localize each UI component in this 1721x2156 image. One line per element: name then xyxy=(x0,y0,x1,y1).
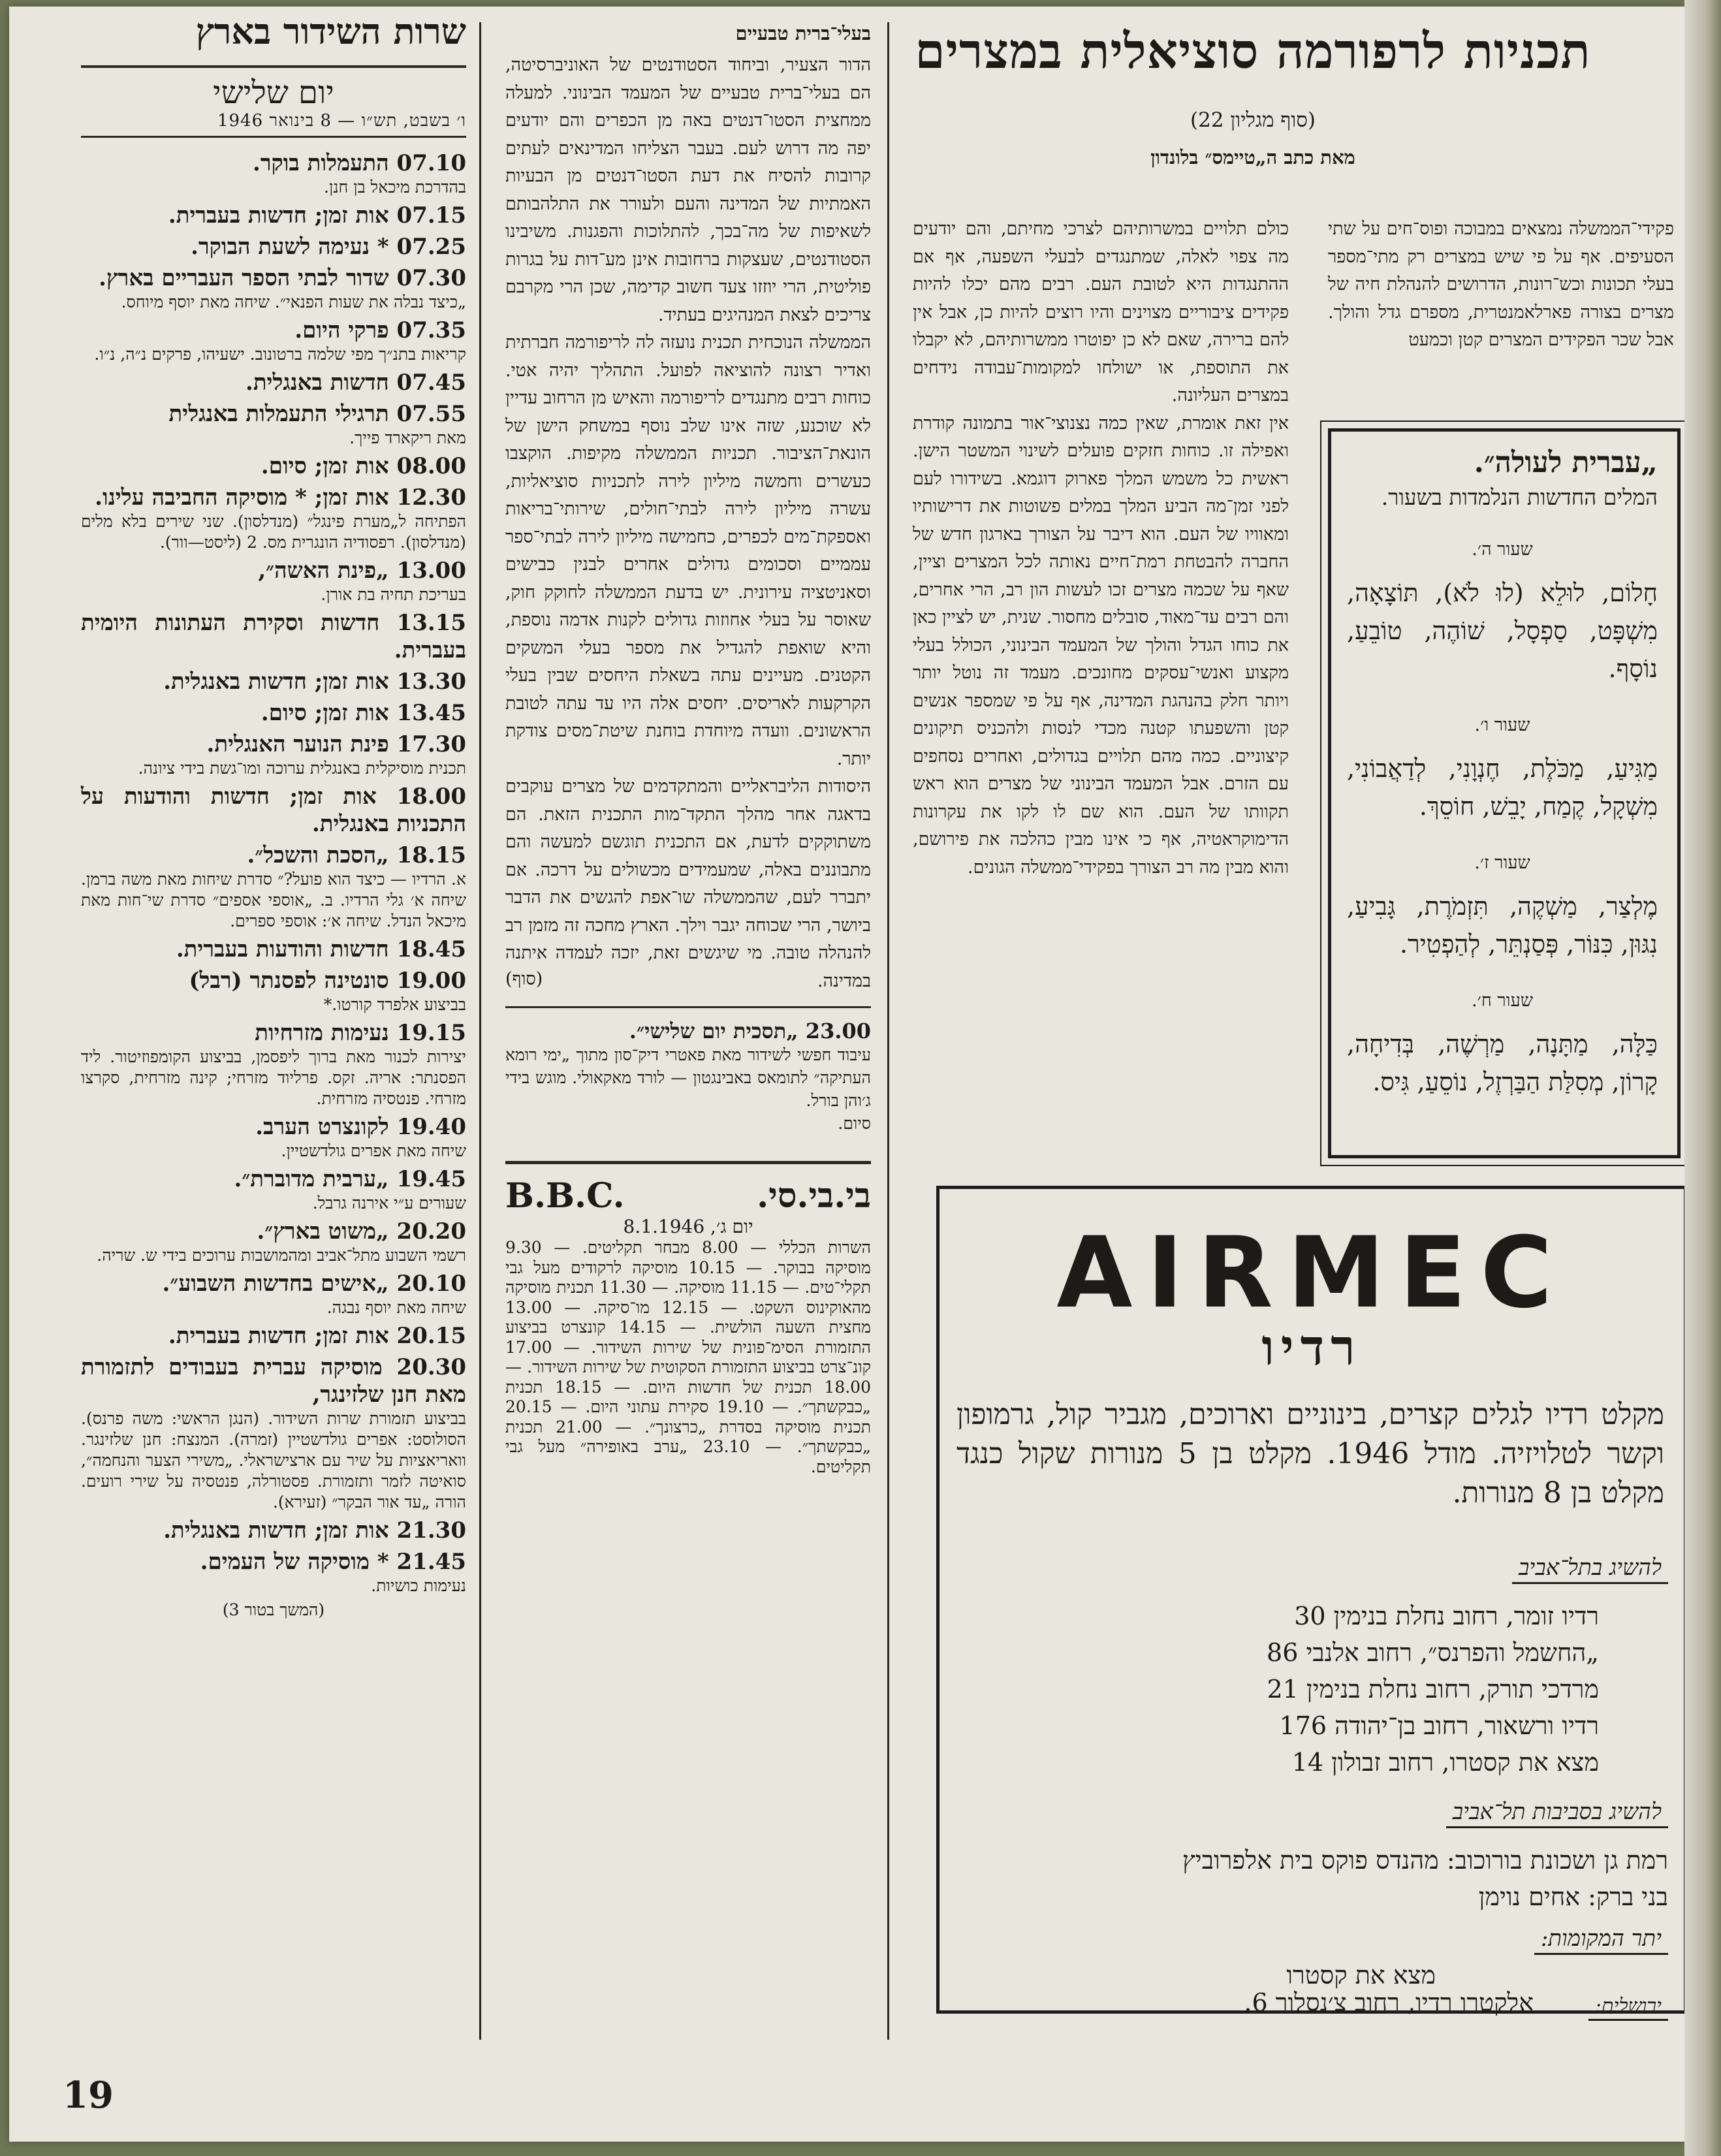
schedule-item-description: שיחה מאת יוסף נבגה. xyxy=(326,1298,466,1317)
schedule-item xyxy=(81,783,466,838)
article-continuation-column xyxy=(505,22,871,1477)
ad-brand: AIRMEC xyxy=(1056,1216,1567,1330)
schedule-item-description: בביצוע אלפרד קורטו.* xyxy=(323,995,466,1014)
schedule-item xyxy=(81,452,466,480)
schedule-day: יום שלישי xyxy=(213,74,334,111)
store-entry: רדיו ורשאור, רחוב בן־יהודה 176 xyxy=(1279,1711,1599,1740)
box-title: „עברית לעולה״. xyxy=(1474,446,1658,479)
schedule-item-title: 07.35 פרקי היום. xyxy=(294,317,466,343)
schedule-item-description: נעימות כושיות. xyxy=(371,1576,466,1595)
schedule-item-title: 21.45 * מוסיקה של העמים. xyxy=(200,1549,466,1575)
schedule-item xyxy=(81,369,466,396)
schedule-item xyxy=(81,967,466,1015)
schedule-item-description: שעורים ע״י אירנה גרבל. xyxy=(312,1194,466,1213)
schedule-item xyxy=(81,1322,466,1350)
schedule-item xyxy=(81,936,466,963)
lesson xyxy=(1347,991,1658,1101)
schedule-list xyxy=(81,150,466,1596)
store-entry: רמת גן ושכונת בורוכוב: מהנדס פוקס בית אלפרוביץ xyxy=(1182,1846,1668,1875)
lesson-heading: שעור ח׳. xyxy=(1472,991,1533,1011)
schedule-item-title: 19.45 „ערבית מדוברת״. xyxy=(234,1166,466,1192)
article-paragraph: פקידי־הממשלה נמצאים במבוכה ופוס־חים על שתי הסעיפים. אף על פי שיש במצרים רק מתי־מספר בעלי תכונות וכש־רונות, הדרושים להנהלת חיה של מצרים בצורה פארלאמנטרית, מספרם גדל והולך. אבל שכר הפקידים המצרים קטן וכמעט xyxy=(1328,219,1674,350)
ad-description: מקלט רדיו לגלים קצרים, בינוניים וארוכים, מגביר קול, גרמופון וקשר לטלויזיה. מודל 1946. מקלט בן 5 מנורות שקול כנגד מקלט בן 8 מנורות. xyxy=(956,1398,1665,1510)
schedule-item-description: שיחה מאת אפרים גולדשטיין. xyxy=(281,1141,466,1160)
schedule-item-title: 07.45 חדשות באנגלית. xyxy=(245,370,466,396)
schedule-item-title: 18.45 חדשות והודעות בעברית. xyxy=(176,936,466,962)
article-paragraph: אין זאת אומרת, שאין כמה נצנוצי־אור בתמונה קודרת ואפילה זו. כוחות חזקים פועלים לשינוי המשטר הישן. ראשית כל משמש המלך פארוק דוגמא. בשידורו לעם לפני זמן־מה הביע המלך במלים פשוטות את דרישותיו ומאוויו של העם. הוא דיבר על הצורך בארגון חדש של החברה להבטחת רמת־חיים נאותה לכל המצרים וציין, שאף על שכמה מצרים זכו לעשות הון רב, הרי אחרים, והם רבים עד־מאוד, סובלים מחסור. שנית, יש לציין כאן את כוחו הגדל והולך של המעמד הבינוני, הכולל בעלי מקצוע ואנשי־עסקים מחונכים. מעמד זה נוטל יותר ויותר חלק בהנהגת המדינה, אף על פי שמספר אנשים קטן והשפעתו קטנה מכדי לנסות ולהכניס תיקונים קיצוניים. כמה מהם תלויים בגדולים, ואחרים נסחפים עם הזרם. אבל המעמד הבינוני של מצרים הוא ראש תקוותו של העם. הוא שם לו לקו את עקרונות הדימוקראטיה, אף כי אינו מבין כהלכה את פירושם, והוא מבין מה רב הצורך בפקידי־ממשלה הגונים. xyxy=(913,413,1289,878)
schedule-item xyxy=(81,842,466,932)
lesson-heading: שעור ה׳. xyxy=(1472,539,1533,560)
schedule-item-description: א. הרדיו — כיצד הוא פועל?״ סדרת שיחות מאת משה ברמן. שיחה א׳ גלי הרדיו. ב. „אוספי אספים״ סדרת שי־חות מאת מיכאל הנדל. שיחה א׳: אוספי ספרים. xyxy=(81,870,466,930)
store-entry: מצא את קסטרו, רחוב זבולון 14 xyxy=(1291,1748,1599,1777)
article-column-left xyxy=(913,215,1289,881)
schedule-item-title: 07.15 אות זמן; חדשות בעברית. xyxy=(168,202,466,229)
schedule-item-title: 18.00 אות זמן; חדשות והודעות על התכניות באנגלית. xyxy=(81,784,466,837)
schedule-item xyxy=(81,233,466,261)
article-headline-block xyxy=(904,24,1602,169)
bbc-rule xyxy=(505,1161,871,1164)
bbc-title-hebrew: בי.בי.סי. xyxy=(757,1176,871,1216)
end-mark: (סוף) xyxy=(505,969,543,989)
schedule-item-title: 07.10 התעמלות בוקר. xyxy=(253,150,466,176)
store-other: מצא את קסטרו xyxy=(1286,1961,1436,1990)
schedule-item-title: 12.30 אות זמן; * מוסיקה החביבה עלינו. xyxy=(95,484,466,511)
program-title: 23.00 „תסכית יום שלישי״. xyxy=(629,1019,871,1043)
schedule-item xyxy=(81,609,466,664)
schedule-item-description: רשמי השבוע מתל־אביב ומהמושבות ערוכים בידי ש. שריה. xyxy=(97,1246,466,1265)
schedule-item xyxy=(81,400,466,449)
schedule-date: ו׳ בשבט, תש״ו — 8 בינואר 1946 xyxy=(217,111,466,131)
newspaper-page xyxy=(9,7,1684,2142)
bbc-title-english: B.B.C. xyxy=(505,1176,625,1216)
schedule-item-title: 13.30 אות זמן; חדשות באנגלית. xyxy=(163,669,466,695)
article-headline: תכניות לרפורמה סוציאלית במצרים xyxy=(915,24,1591,80)
lesson xyxy=(1347,715,1658,825)
column-divider xyxy=(479,22,481,2040)
schedule-item xyxy=(81,1165,466,1214)
schedule-item-title: 19.40 לקונצרט הערב. xyxy=(255,1114,466,1140)
lesson-words: כַּלָּה, מַתָּנָה, מַרְשֶׁה, בְּדִיחָה, קָרוֹן, מְסִלַּת הַבַּרְזֶל, נוֹסֵעַ, גִּיס. xyxy=(1347,1030,1658,1096)
article-paragraph: היסודות הליבראליים והמתקדמים של מצרים עוקבים בדאגה אחר מהלך התקד־מות התכנית הזאת. הם משתוקקים לדעת, אם התכנית תוגשם למעשה והם מתבוננים באלה, שמעמידים מכשולים על דרכה. אם יתברר לעם, שהממשלה שו־אפת להגשים את הדבר ביושר, הרי שכוחה יגבר וילך. הארץ מחכה זה מזמן רב להנהלה טובה. מי שיגשים זאת, יזכה לעמדה איתנה במדינה. xyxy=(505,776,871,991)
ad-section-tel-aviv: להשיג בתל־אביב xyxy=(1512,1555,1668,1584)
lesson xyxy=(1347,853,1658,963)
bbc-date: יום ג׳, 8.1.1946 xyxy=(623,1216,753,1237)
schedule-date-rule xyxy=(81,136,466,138)
schedule-item-title: 07.55 תרגילי התעמלות באנגלית xyxy=(168,401,466,427)
store-jerusalem: אלקטרו רדיו, רחוב צ׳נסלור 6. xyxy=(1244,1988,1534,2017)
ad-section-surroundings: להשיג בסביבות תל־אביב xyxy=(1446,1799,1668,1828)
schedule-continued: (המשך בטור 3) xyxy=(222,1600,325,1619)
schedule-item-title: 07.25 * נעימה לשעת הבוקר. xyxy=(191,234,466,260)
schedule-title: שרות השידור בארץ xyxy=(195,10,466,52)
article-paragraph: הדור הצעיר, וביחוד הסטודנטים של האוניברסיטה, הם בעלי־ברית טבעיים של המעמד הבינוני. למעלה ממחצית הסטו־דנטים באה מן הכפרים והם יודעים יפה מה דרוש לעם. בעבר הצליחו המדינאים לעתים קרובות להסיח את דעת הסטו־דנטים מן הבעיות האמתיות של המדינה והעם ולעורר את התלהבותם לשאיפות של מה־בכך, להתלוכות והפגנות. משיבינו הסטודנטים, שעצקות ברחובות אינן מע־דות על בגרות פוליטית, הרי יוזזו צעד חשוב קדימה, שכן הרי מקרבם צריכים לצאת המנהיגים בעתיד. xyxy=(505,55,871,325)
store-entry: מרדכי תורק, רחוב נחלת בנימין 21 xyxy=(1267,1675,1599,1704)
lesson-words: חָלוֹם, לוּלֵא (לוּ לֹא), תּוֹצָאָה, מִשְׁפָּט, סַפְסָל, שׁוֹהֶה, טוֹבֵעַ, נוֹסָף. xyxy=(1347,579,1658,683)
program-end: סיום. xyxy=(838,1114,871,1133)
schedule-item xyxy=(81,668,466,695)
schedule-item-title: 13.00 „פינת האשה״, xyxy=(258,558,466,584)
ad-section-other: יתר המקומות: xyxy=(1534,1926,1668,1955)
article-column-right xyxy=(1328,215,1674,355)
schedule-item-title: 20.20 „משוט בארץ״. xyxy=(257,1218,466,1244)
program-description: עיבוד חפשי לשידור מאת פאטרי דיק־סון מתוך „ימי רומא העתיקה״ לתומאס באבינגטון — לורד מאקאולי. מוגש בידי ג׳והן בורל. xyxy=(505,1045,871,1110)
box-intro: המלים החדשות הנלמדות בשעור. xyxy=(1381,484,1658,510)
store-list-tel-aviv xyxy=(1103,1598,1599,1781)
store-entry: „החשמל והפרנס״, רחוב אלנבי 86 xyxy=(1267,1638,1599,1667)
lesson xyxy=(1347,539,1658,688)
schedule-item-description: קריאות בתנ״ך מפי שלמה ברטונוב. ישעיהו, פרקים נ״ה, נ״ו. xyxy=(94,345,466,364)
schedule-item xyxy=(81,1218,466,1266)
schedule-item-description: מאת ריקארד פייך. xyxy=(349,428,466,447)
schedule-item-description: „כיצד נבלה את שעות הפנאי״. שיחה מאת יוסף מיוחס. xyxy=(121,293,466,311)
schedule-item-description: בביצוע תזמורת שרות השידור. (הנגן הראשי: משה פרנס). הסולוסט: אפרים גולדשטיין (זמרה). המנצח: חנן שלזינגר. וואריאציות על שיר עם ארצישראלי. „משירי הצער והנחמה״, סואיטה לזמר ותזמורת. פסטורלה, פנטסיה על שירי רועים. הורה „עד אור הבקר״ (זעירא). xyxy=(81,1409,466,1512)
store-list-surroundings xyxy=(976,1842,1668,1915)
schedule-item xyxy=(81,731,466,779)
schedule-item-title: 21.30 אות זמן; חדשות באנגלית. xyxy=(163,1517,466,1544)
lesson-words: מֶלְצַר, מַשְׁקֶה, תִּזְמֹרֶת, גָּבִיעַ, נִגּוּן, כִּנּוֹר, פְּסַנְתֵּר, לְהַפְטִיר. xyxy=(1347,892,1658,959)
page-number: 19 xyxy=(63,2074,114,2117)
schedule-title-rule xyxy=(81,65,466,68)
schedule-item xyxy=(81,699,466,727)
section-rule xyxy=(505,1006,871,1008)
schedule-item-description: בהדרכת מיכאל בן חנן. xyxy=(324,178,466,197)
schedule-item xyxy=(81,1113,466,1162)
hebrew-lessons-box xyxy=(1328,428,1681,1158)
lesson-words: מַגִּיעַ, מַכֹּלֶת, חֶנְוָנִי, לְדַאֲבוֹנִי, מִשְׁקָל, קֶמַח, יָבֵשׁ, חוֹסֵךְ. xyxy=(1347,754,1658,821)
schedule-item-title: 18.15 „הסכת והשכל״. xyxy=(247,842,466,868)
schedule-item xyxy=(81,1019,466,1109)
schedule-item-title: 19.00 סונטינה לפסנתר (רבל) xyxy=(189,968,466,994)
schedule-item xyxy=(81,1517,466,1544)
article-byline: מאת כתב ה„טיימס״ בלונדון xyxy=(1150,146,1355,168)
schedule-item xyxy=(81,484,466,553)
bbc-text: השרות הכללי — 8.00 מבחר תקליטים. — 9.30 מוסיקה בבוקר. — 10.15 מוסיקה לרקודים מעל גבי תקלי־טים. — 11.15 מוסיקה. — 11.30 תכנית מוסיקה מהאוקינוס השקט. — 12.15 מו־סיקה. — 13.00 מחצית השעה הולשית. — 14.15 קונצרט בביצוע התזמורת הסימ־פונית של שירות השידור. — 17.00 קונ־צרט בביצוע התזמורת הסקוטית של שירות השידור. — 18.00 תכנית של חדשות היום. — 18.15 תכנית „כבקשתך״. — 19.10 סקירת עתוני היום. — 20.15 תכנית מוסיקה בסדרת „כרצונך״. — 21.00 תכנית „כבקשתך״. — 23.10 „ערב באופירה״ מעל גבי תקליטים. xyxy=(505,1238,871,1476)
schedule-item-title: 08.00 אות זמן; סיום. xyxy=(261,453,466,479)
broadcast-schedule-column xyxy=(81,7,466,1620)
article-paragraph: הממשלה הנוכחית תכנית נועזה לה לריפורמה חברתית ואדיר רצונה להוציאה לפועל. התהליך יהיה אטי. כוחות רבים מתנגדים לריפורמה והאיש מן הרחוב עדיין לא שוכנע, שזה אינו שלב נוסף במשחק הישן של הונאת־הציבור. תכניות הממשלה מקיפות. הוקצבו כעשרים וחמשה מיליון לירה לתכניות סוציאליות, עשרה מיליון לירה לבתי־חולים, שירותי־בריאות ואספקת־מים לכפרים, כחמישה מיליון לירה לבתי־ספר עממיים וסכומים גדולים אחרים לבנין כבישים וסאניטציה עירונית. יש בדעת הממשלה לחוקק חוק, שאוסר על בעלי אחוזות גדולים לקנות אדמה נוספת, והיא שואפת להגדיל את מספר בעלי המשקים הקטנים. מעיינים עתה בשאלת היחסים שבין בעלי הקרקעות לאריסים. יחסים אלה היו עד עתה לטובת הראשונים. וועדה מיוחדת בוחנת שיטת־מסים צודקת יותר. xyxy=(505,332,871,769)
article-paragraph: כולם תלויים במשרותיהם לצרכי מחיתם, והם יודעים מה צפוי לאלה, שמתנגדים לבעלי השפעה, אף אם ההתנגדות היא לטובת העם. רבים מהם יכלו להיות פקידים ציבוריים מצוינים והיו רוצים להיות כן, אבל אין להם ברירה, שאם לא כן יפוטרו ממשרותיהם, לא יקבלו את התוספת, או ישולחו למקומות־עבודה נידחים במצרים העליונה. xyxy=(913,219,1289,405)
schedule-item xyxy=(81,1548,466,1596)
article-note: (סוף מגליון 22) xyxy=(1190,108,1316,132)
schedule-item xyxy=(81,317,466,365)
store-entry: רדיו זומר, רחוב נחלת בנימין 30 xyxy=(1294,1602,1599,1630)
schedule-item xyxy=(81,557,466,605)
store-entry: בני ברק: אחים נוימן xyxy=(1478,1882,1668,1911)
lesson-heading: שעור ו׳. xyxy=(1474,715,1530,735)
subheading: בעלי־ברית טבעיים xyxy=(735,22,871,44)
binding-edge xyxy=(1684,0,1721,2156)
schedule-item-description: תכנית מוסיקלית באנגלית ערוכה ומו־גשת בידי ציונה. xyxy=(138,759,466,778)
schedule-item-description: בעריכת תחיה בת אורן. xyxy=(321,585,466,604)
schedule-item-description: יצירות לכנור מאת ברוך ליפסמן, בביצוע הקומפוזיטור. ליד הפסנתר: אריה. זקס. פרליוד מזרחי; קינה מזרחית, סקרצו מזרחי. פנטסיה מזרחית. xyxy=(81,1047,466,1108)
schedule-item xyxy=(81,202,466,229)
lesson-heading: שעור ז׳. xyxy=(1474,853,1530,873)
lesson-list xyxy=(1331,539,1677,1101)
column-divider xyxy=(887,22,889,2040)
schedule-item-title: 17.30 פינת הנוער האנגלית. xyxy=(206,731,466,757)
bbc-schedule xyxy=(505,1176,871,1477)
jerusalem-label: ירושלים: xyxy=(1588,1995,1668,2021)
schedule-item-title: 19.15 נעימות מזרחיות xyxy=(255,1020,466,1046)
schedule-item xyxy=(81,264,466,313)
schedule-item-title: 20.15 אות זמן; חדשות בעברית. xyxy=(168,1323,466,1349)
schedule-item-title: 20.30 מוסיקה עברית בעבודים לתזמורת מאת חנן שלזינגר, xyxy=(81,1354,466,1408)
schedule-item-title: 07.30 שדור לבתי הספר העבריים בארץ. xyxy=(99,265,466,291)
schedule-item xyxy=(81,1270,466,1318)
schedule-item-description: הפתיחה ל„מערת פינגל״ (מנדלסון). שני שירים בלא מלים (מנדלסון). רפסודיה הונגרית מס. 2 (ליסט—וור). xyxy=(81,512,466,552)
schedule-item-title: 13.45 אות זמן; סיום. xyxy=(261,700,466,726)
schedule-item-title: 20.10 „אישים בחדשות השבוע״. xyxy=(162,1271,466,1297)
schedule-item-title: 13.15 חדשות וסקירת העתונות היומית בעברית. xyxy=(81,610,466,663)
schedule-item xyxy=(81,150,466,198)
ad-brand-subtitle: רדיו xyxy=(1261,1318,1362,1376)
airmec-advertisement xyxy=(936,1186,1684,2018)
schedule-item xyxy=(81,1354,466,1513)
